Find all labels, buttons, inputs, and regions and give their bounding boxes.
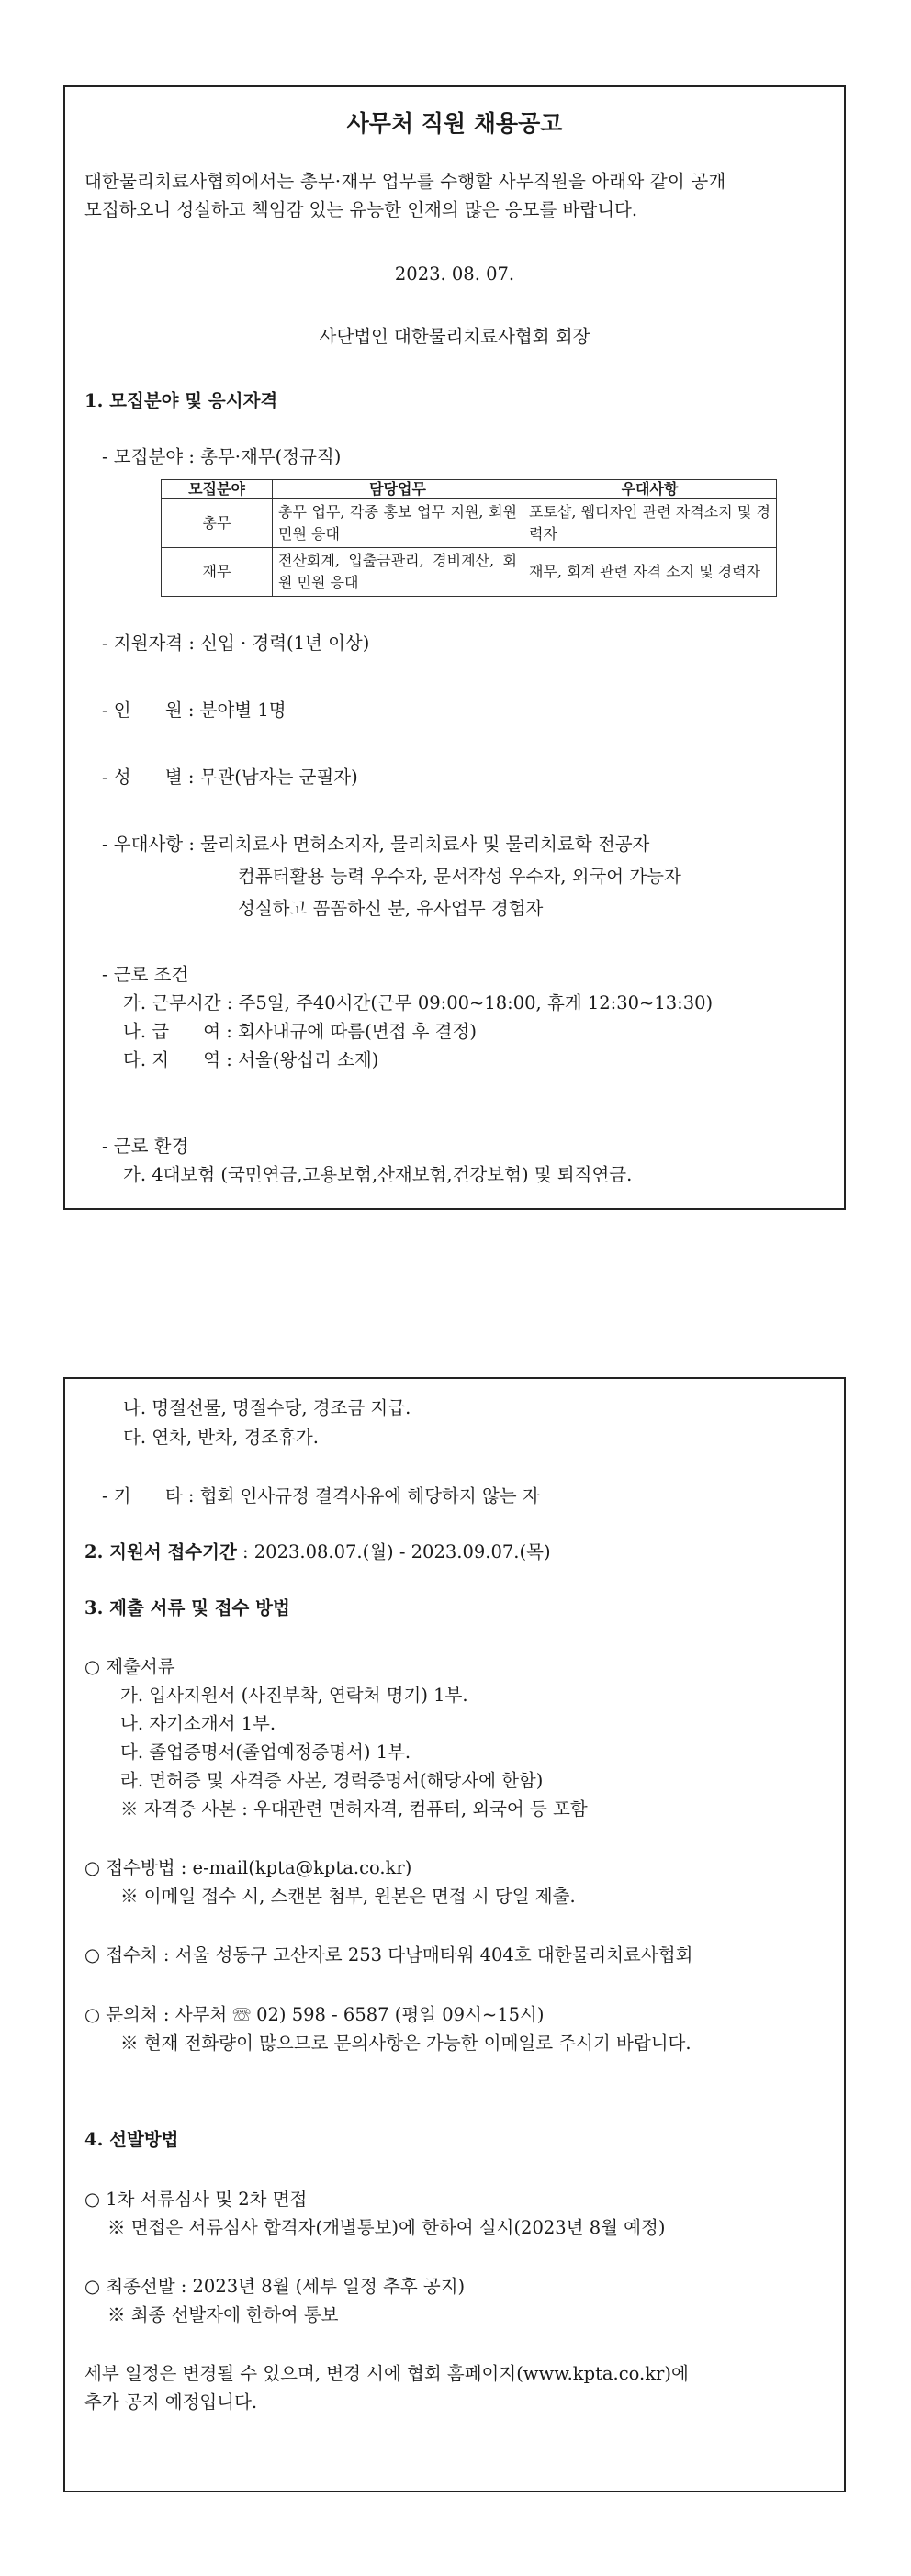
- condition-location: 다. 지 역 : 서울(왕십리 소재): [123, 1049, 379, 1070]
- qualification-line: - 지원자격 : 신입 · 경력(1년 이상): [102, 633, 370, 654]
- preference-line-2: 컴퓨터활용 능력 우수자, 문서작성 우수자, 외국어 가능자: [238, 866, 681, 887]
- recruit-table: [161, 479, 777, 597]
- preference-line-1: - 우대사항 : 물리치료사 면허소지자, 물리치료사 및 물리치료학 전공자: [102, 834, 650, 855]
- table-cell-preference: 재무, 회계 관련 자격 소지 및 경력자: [523, 548, 777, 597]
- environment-gifts: 나. 명절선물, 명절수당, 경조금 지급.: [123, 1397, 411, 1418]
- document-self-intro: 나. 자기소개서 1부.: [120, 1713, 276, 1734]
- document-graduation: 다. 졸업증명서(졸업예정증명서) 1부.: [120, 1742, 411, 1763]
- final-selection-note: ※ 최종 선발자에 한하여 통보: [107, 2304, 339, 2325]
- notice-page-2: [63, 1377, 846, 2492]
- conditions-title: - 근로 조건: [102, 964, 189, 985]
- field-line: - 모집분야 : 총무·재무(정규직): [102, 446, 342, 467]
- table-cell-duty: 총무 업무, 각종 홍보 업무 지원, 회원 민원 응대: [273, 499, 523, 548]
- table-row: [162, 548, 777, 597]
- environment-leave: 다. 연차, 반차, 경조휴가.: [123, 1427, 319, 1448]
- intro-line-1: 대한물리치료사협회에서는 총무·재무 업무를 수행할 사무직원을 아래와 같이 공개: [84, 171, 726, 192]
- notice-title: 사무처 직원 채용공고: [346, 110, 563, 137]
- notice-date: 2023. 08. 07.: [394, 263, 515, 285]
- table-header-preference: 우대사항: [523, 480, 777, 499]
- notice-page-1: [63, 85, 846, 1210]
- section-2-period: : 2023.08.07.(월) - 2023.09.07.(목): [236, 1541, 551, 1562]
- headcount-line: - 인 원 : 분야별 1명: [102, 700, 287, 721]
- inquiry-note: ※ 현재 전화량이 많으므로 문의사항은 가능한 이메일로 주시기 바랍니다.: [120, 2033, 692, 2054]
- inquiry-line: ○ 문의처 : 사무처 ☏ 02) 598 - 6587 (평일 09시~15시): [84, 2004, 545, 2025]
- document-license: 라. 면허증 및 자격증 사본, 경력증명서(해당자에 한함): [120, 1770, 544, 1791]
- table-cell-preference: 포토샵, 웹디자인 관련 자격소지 및 경력자: [523, 499, 777, 548]
- submission-address: ○ 접수처 : 서울 성동구 고산자로 253 다남매타워 404호 대한물리치료사협회: [84, 1944, 693, 1966]
- table-header-category: 모집분야: [162, 480, 273, 499]
- submission-method: ○ 접수방법 : e-mail(kpta@kpta.co.kr): [84, 1857, 412, 1878]
- documents-title: ○ 제출서류: [84, 1656, 175, 1677]
- section-4-title: 4. 선발방법: [84, 2129, 179, 2150]
- selection-step-1-note: ※ 면접은 서류심사 합격자(개별통보)에 한하여 실시(2023년 8월 예정): [107, 2217, 666, 2238]
- document-application: 가. 입사지원서 (사진부착, 연락처 명기) 1부.: [120, 1685, 468, 1706]
- selection-step-1: ○ 1차 서류심사 및 2차 면접: [84, 2189, 308, 2210]
- section-2-line: [84, 1540, 551, 1565]
- section-2-title: 2. 지원서 접수기간: [84, 1541, 237, 1562]
- table-header-duty: 담당업무: [273, 480, 523, 499]
- other-line: - 기 타 : 협회 인사규정 결격사유에 해당하지 않는 자: [102, 1485, 540, 1506]
- table-cell-category: 총무: [162, 499, 273, 548]
- table-header-row: [162, 480, 777, 499]
- final-selection: ○ 최종선발 : 2023년 8월 (세부 일정 추후 공지): [84, 2276, 466, 2297]
- intro-line-2: 모집하오니 성실하고 책임감 있는 유능한 인재의 많은 응모를 바랍니다.: [84, 199, 638, 220]
- section-3-title: 3. 제출 서류 및 접수 방법: [84, 1597, 290, 1618]
- table-cell-duty: 전산회계, 입출금관리, 경비계산, 회원 민원 응대: [273, 548, 523, 597]
- closing-line-1: 세부 일정은 변경될 수 있으며, 변경 시에 협회 홈페이지(www.kpta.co.kr)에: [84, 2363, 689, 2384]
- document-note: ※ 자격증 사본 : 우대관련 면허자격, 컴퓨터, 외국어 등 포함: [120, 1798, 588, 1820]
- table-cell-category: 재무: [162, 548, 273, 597]
- section-1-title: 1. 모집분야 및 응시자격: [84, 390, 278, 411]
- closing-line-2: 추가 공지 예정입니다.: [84, 2391, 258, 2413]
- condition-hours: 가. 근무시간 : 주5일, 주40시간(근무 09:00~18:00, 휴게 12:30~13:30): [123, 992, 714, 1014]
- preference-line-3: 성실하고 꼼꼼하신 분, 유사업무 경험자: [238, 898, 544, 919]
- submission-method-note: ※ 이메일 접수 시, 스캔본 첨부, 원본은 면접 시 당일 제출.: [120, 1886, 576, 1907]
- environment-title: - 근로 환경: [102, 1136, 189, 1157]
- table-row: [162, 499, 777, 548]
- gender-line: - 성 별 : 무관(남자는 군필자): [102, 767, 358, 788]
- environment-insurance: 가. 4대보험 (국민연금,고용보험,산재보험,건강보험) 및 퇴직연금.: [123, 1164, 633, 1185]
- issuer: 사단법인 대한물리치료사협회 회장: [319, 326, 590, 347]
- condition-salary: 나. 급 여 : 회사내규에 따름(면접 후 결정): [123, 1021, 477, 1042]
